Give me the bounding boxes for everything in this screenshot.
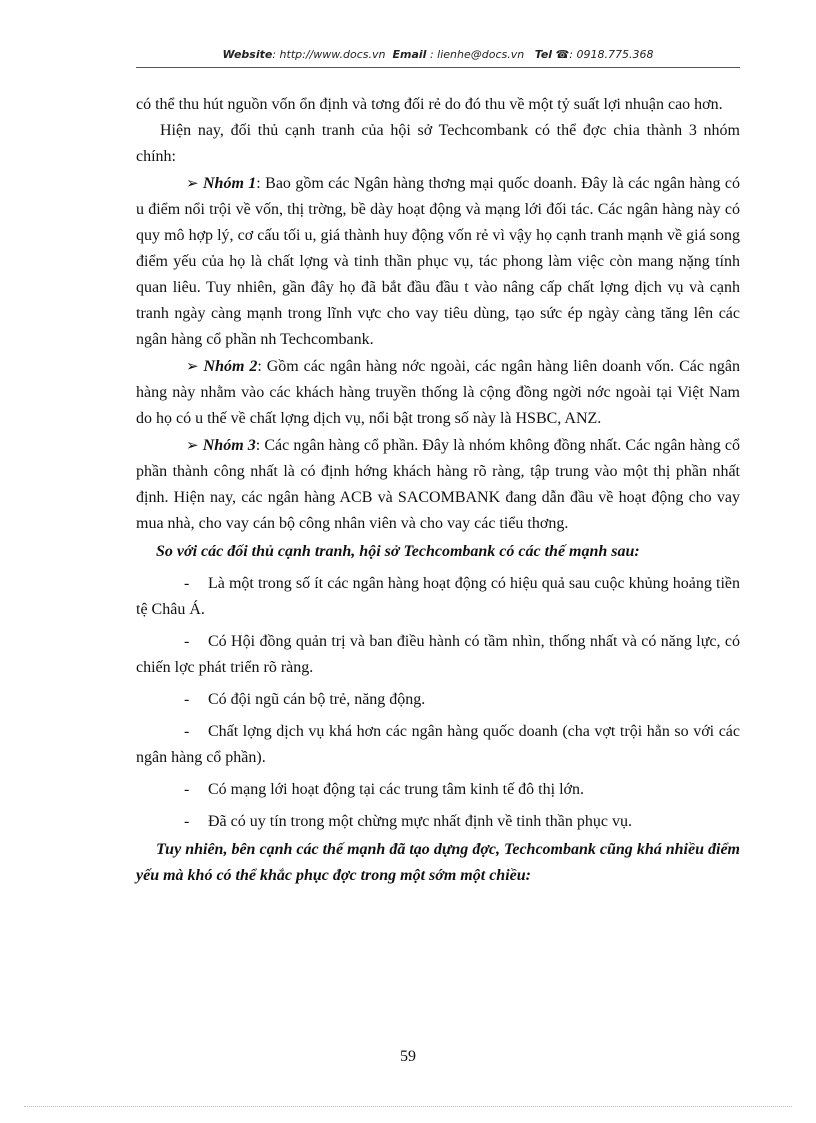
- dash-bullet: -: [184, 575, 190, 592]
- group-3-paragraph: [136, 432, 740, 537]
- website-label: Website: [222, 48, 273, 61]
- strength-text: Có Hội đồng quản trị và ban điều hành có tầm nhìn, thống nhất và có năng lực, có chiến lợc phát triển rõ ràng.: [136, 633, 740, 676]
- strength-item: [136, 571, 740, 623]
- website-url[interactable]: : http://www.docs.vn: [272, 48, 386, 61]
- group-1-text: : Bao gồm các Ngân hàng thơng mại quốc doanh. Đây là các ngân hàng có u điểm nổi trội về vốn, thị trờng, bề dày hoạt động và mạng lới đối tác. Các ngân hàng này có quy mô hợp lý, cơ cấu tối u, giá thành huy động vốn rẻ vì vậy họ cạnh tranh mạnh về giá song điểm yếu của họ là chất lợng và tinh thần phục vụ, tác phong làm việc còn mang nặng tính quan liêu. Tuy nhiên, gần đây họ đã bắt đầu đầu t vào nâng cấp chất lợng dịch vụ và cạnh tranh ngày càng mạnh trong lĩnh vực cho vay tiêu dùng, tạo sức ép ngày càng tăng lên các ngân hàng cổ phần nh Techcombank.: [136, 175, 741, 348]
- footer-divider: [24, 1106, 792, 1107]
- arrow-bullet-icon: ➢: [186, 436, 199, 454]
- group-2-label: Nhóm 2: [203, 358, 258, 375]
- group-3-text: : Các ngân hàng cổ phần. Đây là nhóm không đồng nhất. Các ngân hàng cổ phần thành công nhất là có định hớng khách hàng rõ ràng, tập trung vào một thị phần nhất định. Hiện nay, các ngân hàng ACB và SACOMBANK đang dẫn đầu về hoạt động cho vay mua nhà, cho vay cán bộ công nhân viên và cho vay các tiểu thơng.: [136, 437, 741, 532]
- header-divider: [136, 67, 740, 68]
- strength-item: [136, 687, 740, 713]
- strength-item: [136, 777, 740, 803]
- paragraph-intro: có thể thu hút nguồn vốn ổn định và tơng đối rẻ do đó thu về một tỷ suất lợi nhuận cao hơn.: [136, 96, 723, 113]
- dash-bullet: -: [184, 691, 190, 708]
- email-address[interactable]: : lienhe@docs.vn: [429, 48, 525, 61]
- strength-text: Có mạng lới hoạt động tại các trung tâm kinh tế đô thị lớn.: [208, 781, 584, 798]
- strength-item: [136, 719, 740, 771]
- dash-bullet: -: [184, 633, 190, 650]
- group-2-text: : Gồm các ngân hàng nớc ngoài, các ngân hàng liên doanh vốn. Các ngân hàng này nhằm vào các khách hàng truyền thống là cộng đồng ngời nớc ngoài tại Việt Nam do họ có u thế về chất lợng dịch vụ, nổi bật trong số này là HSBC, ANZ.: [136, 358, 740, 427]
- strength-text: Đã có uy tín trong một chừng mực nhất định về tinh thần phục vụ.: [208, 813, 632, 830]
- strengths-heading: So với các đối thủ cạnh tranh, hội sở Techcombank có các thế mạnh sau:: [156, 543, 640, 560]
- dash-bullet: -: [184, 781, 190, 798]
- tel-number: : 0918.775.368: [569, 48, 654, 61]
- group-2-paragraph: [136, 353, 740, 432]
- strength-text: Có đội ngũ cán bộ trẻ, năng động.: [208, 691, 426, 708]
- dash-bullet: -: [184, 813, 190, 830]
- group-3-label: Nhóm 3: [202, 437, 256, 454]
- group-1-label: Nhóm 1: [202, 175, 257, 192]
- paragraph-competitors: Hiện nay, đối thủ cạnh tranh của hội sở Techcombank có thể đợc chia thành 3 nhóm chính:: [136, 122, 740, 165]
- strength-item: [136, 629, 740, 681]
- arrow-bullet-icon: ➢: [186, 174, 199, 192]
- strength-text: Là một trong số ít các ngân hàng hoạt động có hiệu quả sau cuộc khủng hoảng tiền tệ Châu Á.: [136, 575, 740, 618]
- arrow-bullet-icon: ➢: [186, 357, 199, 375]
- dash-bullet: -: [184, 723, 190, 740]
- strength-text: Chất lợng dịch vụ khá hơn các ngân hàng quốc doanh (cha vợt trội hẳn so với các ngân hàng cổ phần).: [136, 723, 740, 766]
- group-1-paragraph: [136, 170, 740, 353]
- tel-label: Tel: [534, 48, 553, 61]
- email-label: Email: [392, 48, 427, 61]
- weakness-heading: Tuy nhiên, bên cạnh các thế mạnh đã tạo dựng đợc, Techcombank cũng khá nhiều điểm yếu mà khó có thể khắc phục đợc trong một sớm một chiều:: [136, 841, 740, 884]
- document-body: [136, 92, 740, 889]
- phone-icon: ☎: [555, 48, 570, 61]
- strength-item: [136, 809, 740, 835]
- page-number: 59: [400, 1048, 416, 1065]
- page-header: [136, 48, 740, 61]
